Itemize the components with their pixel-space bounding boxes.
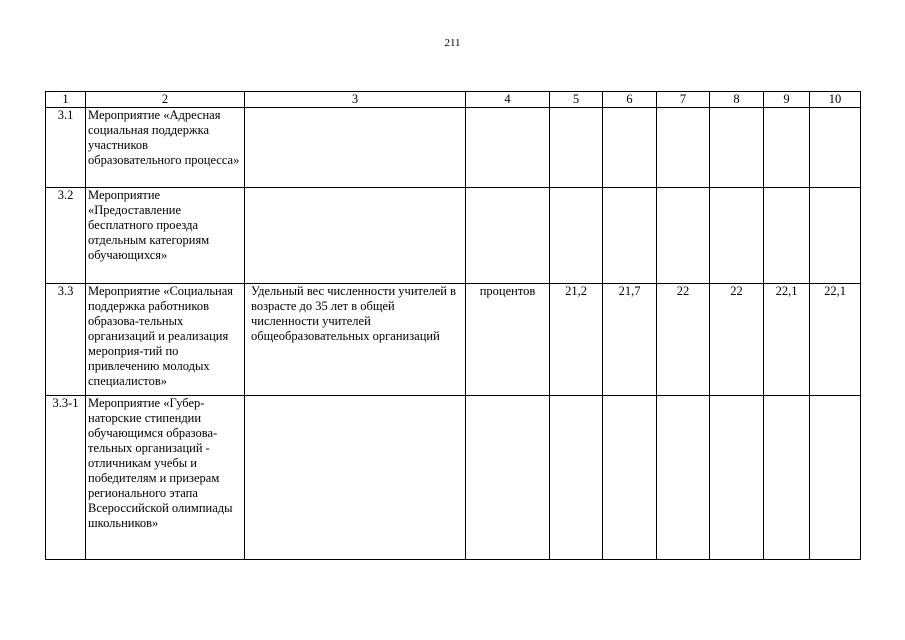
value-cell bbox=[710, 108, 764, 188]
indicator-name bbox=[245, 108, 466, 188]
measure-name: Мероприятие «Социальная поддержка работников образова-тельных организаций и реализация мероприя-тий по привлечению молодых специалистов» bbox=[86, 284, 245, 396]
value-cell bbox=[810, 108, 861, 188]
indicators-table bbox=[45, 91, 861, 560]
unit: процентов bbox=[466, 284, 550, 396]
value-cell bbox=[710, 396, 764, 560]
unit bbox=[466, 188, 550, 284]
column-number: 5 bbox=[550, 92, 603, 108]
value-cell: 21,2 bbox=[550, 284, 603, 396]
page-number: 211 bbox=[444, 37, 461, 49]
table-row bbox=[46, 108, 861, 188]
row-number: 3.2 bbox=[46, 188, 86, 284]
value-cell: 22,1 bbox=[810, 284, 861, 396]
value-cell bbox=[603, 188, 657, 284]
value-cell bbox=[603, 108, 657, 188]
value-cell: 22,1 bbox=[764, 284, 810, 396]
value-cell: 21,7 bbox=[603, 284, 657, 396]
unit bbox=[466, 396, 550, 560]
value-cell bbox=[710, 188, 764, 284]
value-cell bbox=[657, 188, 710, 284]
measure-name: Мероприятие «Губер-наторские стипендии обучающимся образова-тельных организаций - отличникам учебы и победителям и призерам регионального этапа Всероссийской олимпиады школьников» bbox=[86, 396, 245, 560]
table-row bbox=[46, 188, 861, 284]
column-number: 1 bbox=[46, 92, 86, 108]
column-number: 7 bbox=[657, 92, 710, 108]
indicator-name: Удельный вес численности учителей в возрасте до 35 лет в общей численности учителей общеобразовательных организаций bbox=[245, 284, 466, 396]
column-number: 2 bbox=[86, 92, 245, 108]
unit bbox=[466, 108, 550, 188]
value-cell bbox=[764, 396, 810, 560]
column-number: 8 bbox=[710, 92, 764, 108]
value-cell: 22 bbox=[710, 284, 764, 396]
column-number: 3 bbox=[245, 92, 466, 108]
value-cell bbox=[550, 108, 603, 188]
column-number: 6 bbox=[603, 92, 657, 108]
indicator-name bbox=[245, 188, 466, 284]
measure-name: Мероприятие «Адресная социальная поддержка участников образовательного процесса» bbox=[86, 108, 245, 188]
value-cell bbox=[550, 188, 603, 284]
value-cell bbox=[764, 188, 810, 284]
column-number: 9 bbox=[764, 92, 810, 108]
value-cell bbox=[657, 396, 710, 560]
column-number-row bbox=[46, 92, 861, 108]
column-number: 4 bbox=[466, 92, 550, 108]
value-cell bbox=[810, 396, 861, 560]
table-row bbox=[46, 396, 861, 560]
table-row bbox=[46, 284, 861, 396]
value-cell bbox=[603, 396, 657, 560]
row-number: 3.3-1 bbox=[46, 396, 86, 560]
measure-name: Мероприятие «Предоставление бесплатного проезда отдельным категориям обучающихся» bbox=[86, 188, 245, 284]
indicator-name bbox=[245, 396, 466, 560]
value-cell bbox=[810, 188, 861, 284]
value-cell bbox=[657, 108, 710, 188]
column-number: 10 bbox=[810, 92, 861, 108]
row-number: 3.1 bbox=[46, 108, 86, 188]
value-cell bbox=[550, 396, 603, 560]
row-number: 3.3 bbox=[46, 284, 86, 396]
value-cell bbox=[764, 108, 810, 188]
value-cell: 22 bbox=[657, 284, 710, 396]
